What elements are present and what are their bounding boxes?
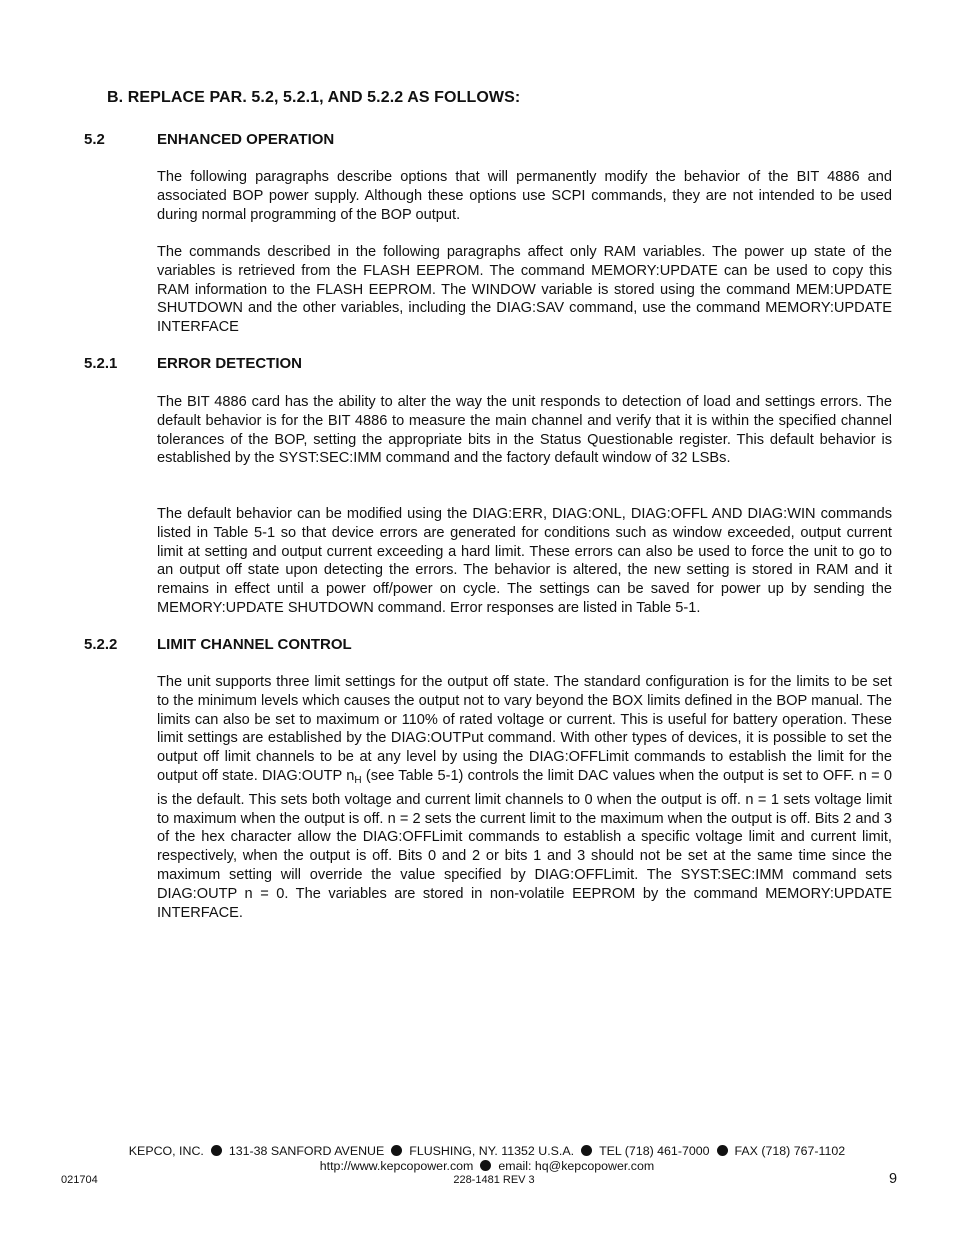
bullet-dot-icon xyxy=(391,1145,402,1156)
footer-contact-line xyxy=(0,1144,954,1158)
revision-number: 228-1481 REV 3 xyxy=(453,1174,535,1186)
section-title: LIMIT CHANNEL CONTROL xyxy=(157,636,352,653)
section-number: 5.2.2 xyxy=(84,636,118,653)
paragraph-5-2-b: The commands described in the following paragraphs affect only RAM variables. The power up state of the variables is retrieved from the FLASH EEPROM. The command MEMORY:UPDATE can be used to copy this RAM information to the FLASH EEPROM. The WINDOW variable is stored using the command MEM:UPDATE SHUTDOWN and the other variables, including the DIAG:SAV command, use the command MEMORY:UPDATE INTERFACE xyxy=(157,244,892,336)
bullet-dot-icon xyxy=(211,1145,222,1156)
paragraph-5-2-2 xyxy=(157,673,892,922)
section-title: ERROR DETECTION xyxy=(157,355,303,372)
footer-email-link[interactable]: email: hq@kepcopower.com xyxy=(498,1159,655,1173)
bullet-dot-icon xyxy=(717,1145,728,1156)
section-title: ENHANCED OPERATION xyxy=(157,131,335,148)
section-number: 5.2.1 xyxy=(84,355,118,372)
paragraph-5-2-1-b: The default behavior can be modified using the DIAG:ERR, DIAG:ONL, DIAG:OFFL AND DIAG:WIN commands listed in Table 5-1 so that device errors are generated for conditions such as window exceeded, output current limit at setting and output current exceeding a hard limit. These errors can also be used to force the unit to go to an output off state upon detecting the errors. The behavior is altered, the new setting is stored in RAM and it remains in effect until a power off/power on cycle. The settings can be saved for power up by sending the MEMORY:UPDATE SHUTDOWN command. Error responses are listed in Table 5-1. xyxy=(157,506,892,616)
page-title: B. REPLACE PAR. 5.2, 5.2.1, AND 5.2.2 AS FOLLOWS: xyxy=(107,89,521,106)
footer-web-line xyxy=(0,1159,954,1173)
bullet-dot-icon xyxy=(480,1160,491,1171)
document-number: 021704 xyxy=(61,1174,98,1186)
paragraph-5-2-a: The following paragraphs describe options that will permanently modify the behavior of the BIT 4886 and associated BOP power supply. Although these options use SCPI commands, they are not intended to be used during normal programming of the BOP output. xyxy=(157,169,892,223)
page-number: 9 xyxy=(889,1171,898,1187)
paragraph-text-part-2: (see Table 5-1) controls the limit DAC values when the output is set to OFF. n = 0 is the default. This sets both voltage and current limit channels to 0 when the output is off. n = 1 sets voltage limit to maximum when the output is off. n = 2 sets the current limit to the maximum when the output is off. Bits 2 and 3 of the hex character allow the DIAG:OFFLimit commands to establish a specific voltage limit and current limit, respectively, when the output is off. Bits 0 and 2 or bits 1 and 3 should not be set at the same time since the maximum setting will override the value specified by DIAG:OFFLimit. The SYST:SEC:IMM command sets DIAG:OUTP n = 0. The variables are stored in non-volatile EEPROM by the command MEMORY:UPDATE INTERFACE. xyxy=(157,767,892,921)
bullet-dot-icon xyxy=(581,1145,592,1156)
footer-company: KEPCO, INC. xyxy=(128,1144,204,1158)
paragraph-5-2-1-a: The BIT 4886 card has the ability to alter the way the unit responds to detection of load and settings errors. The default behavior is for the BIT 4886 to measure the main channel and verify that it is within the specified channel tolerances of the BOP, setting the appropriate bits in the Status Questionable register. This default behavior is established by the SYST:SEC:IMM command and the factory default window of 32 LSBs. xyxy=(157,394,892,467)
paragraph-text-part-1: The unit supports three limit settings for the output off state. The standard configuration is for the limits to be set to the minimum levels which causes the output not to vary beyond the BOX limits defined in the BOP manual. The limits can also be set to maximum or 110% of rated voltage or current. This is useful for battery operation. These limit settings are established by the DIAG:OUTPut command. With other types of devices, it is possible to set the output off limit channels to be at any level by using the DIAG:OFFLimit commands to establish the limit for the output off state. DIAG:OUTP n xyxy=(157,674,892,784)
section-number: 5.2 xyxy=(84,131,105,148)
footer-website-link[interactable]: http://www.kepcopower.com xyxy=(319,1159,474,1173)
footer-address: 131-38 SANFORD AVENUE xyxy=(228,1144,385,1158)
footer-tel: TEL (718) 461-7000 xyxy=(599,1144,710,1158)
footer-city: FLUSHING, NY. 11352 U.S.A. xyxy=(409,1144,575,1158)
footer-fax: FAX (718) 767-1102 xyxy=(734,1144,846,1158)
subscript-h: H xyxy=(354,774,362,786)
